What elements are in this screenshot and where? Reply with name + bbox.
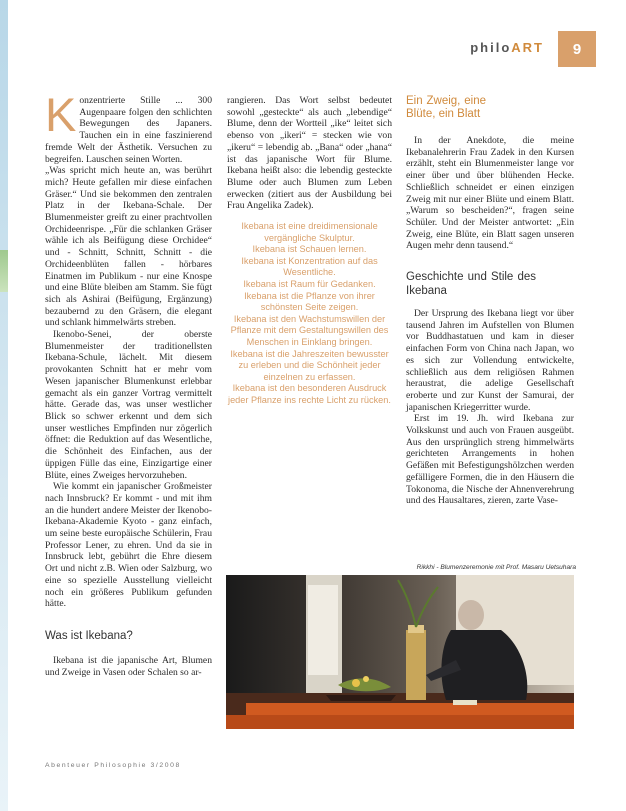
column-1: [45, 88, 212, 678]
paragraph: In der Anekdote, die meine Ikebanalehrerin Frau Zadek in den Kursen erzählt, steht ein Blumenmeister lange vor einer über und über blühenden Hecke. Schließlich schneidet er einen einzigen Zweig mit nur einer Blüte und einem Blatt. „Warum so bescheiden?“, fragen seine Schüler. Und der Meister antwortet: „Ein Zweig, eine Blüte, ein Blatt sagen unseren Augen mehr denn tausend.“: [406, 135, 574, 252]
brand-accent: ART: [511, 40, 544, 55]
quote-line: Ikebana ist Raum für Gedanken.: [243, 279, 376, 289]
section-heading-geschichte: Geschichte und Stile des Ikebana: [406, 271, 536, 298]
paragraph: „Was spricht mich heute an, was berührt mich? Heute gefallen mir diese einfachen Gräser.“ Und sie bekommen den zentralen Platz in der Ikebana-Schale. Der Blumenmeister greift zu einer prachtvollen Orchideenrispe. „Für die schlanken Gräser wähle ich als Beifügung diese Orchidee“ und - Schnitt, Schnitt, Schnitt - die Orchideenblüten fallen - hörbares Einatmen im Publikum - nur eine Knospe und eine Blüte bleiben am Stamm. Sie fügt sich als Ashirai (Beifügung, Ergänzung) bezaubernd zu den Gräsern, die elegant und schlank himmelwärts streben.: [45, 165, 212, 329]
quote-line: Ikebana ist Konzentration auf das Wesentliche.: [241, 255, 378, 278]
ikebana-ceremony-photo: [226, 575, 574, 729]
page-spine: [0, 0, 8, 811]
drop-cap: K: [45, 88, 77, 141]
paragraph: Der Ursprung des Ikebana liegt vor über tausend Jahren im Aufstellen von Blumen vor Buddhastatuen und kam in dieser einfachen Form von China nach Japan, wo es sich zur Vollendung entwickelte, schließlich aus dem religiösen Rahmen heraustrat, die adelige Gesellschaft eroberte und zur Kunst der Samurai, der japanischen Kriegerritter wurde.: [406, 308, 574, 413]
column-3: [406, 95, 574, 507]
quote-line: Ikebana ist eine dreidimensionale vergängliche Skulptur.: [241, 221, 378, 243]
brand-prefix: philo: [470, 40, 512, 55]
intro-paragraph: [45, 88, 212, 165]
section-heading-ein-zweig: Ein Zweig, eine Blüte, ein Blatt: [406, 95, 486, 120]
intro-text: onzentrierte Stille ... 300 Augenpaare folgen den schlichten Bewegungen des Japaners. Tauchen ein in eine faszinierend fremde Welt der Ästhetik. Versuchen zu begreifen. Lauschen seinen Worten.: [45, 95, 212, 165]
paragraph: Erst im 19. Jh. wird Ikebana zur Volkskunst und auch von Frauen ausgeübt. Aus den ursprünglich streng himmelwärts gerichteten Arrangements in hohen Gefäßen mit Befestigungshölzchen werden gefälligere Formen, die in den Häusern die Tokonoma, die Nische der Ahnenverehrung und des Hausaltares, zieren, zarte Vase-: [406, 413, 574, 507]
magazine-section-brand: [470, 40, 544, 55]
quote-line: Ikebana ist Schauen lernen.: [252, 244, 367, 255]
paragraph: Ikebana ist die japanische Art, Blumen und Zweige in Vasen oder Schalen so ar-: [45, 654, 212, 678]
column-2: [227, 95, 392, 407]
quote-line: Ikebana ist den Wachstumswillen der Pflanze mit dem Gestaltungswillen des Menschen in Einklang bringen.: [230, 313, 389, 347]
section-heading-was-ist-ikebana: Was ist Ikebana?: [45, 629, 133, 642]
paragraph: Ikenobo-Senei, der oberste Blumenmeister der traditionellsten Ikebana-Schule, lächelt. Mit diesem provokanten Schnitt hat er mehr vom Wesen japanischer Blumenkunst erlebbar gemacht als ein ganzer Vortrag vermittelt hätte. Gerade das, was unser westlicher Blick so schwer erkennt und dem sich unser westliches Empfinden nur zögerlich öffnet: die Reduktion auf das Wesentliche, die Schönheit des Einfachen, aus der üppigen Fülle das eine, Einzigartige einer Blüte, eines Zweiges hervorzuheben.: [45, 329, 212, 481]
magazine-footer: Abenteuer Philosophie 3/2008: [45, 762, 181, 769]
spine-accent: [0, 250, 8, 292]
paragraph: rangieren. Das Wort selbst bedeutet sowohl „gesteckte“ als auch „lebendige“ Blume, denn der Wortteil „ike“ leitet sich ebenso von „ikeri“ = stecken wie von „ikeru“ = lebendig ab. „Bana“ oder „hana“ ist das japanische Wort für Blume. Ikebana heißt also: die lebendig gesteckte Blume oder auch Blumen zum Leben erwecken (zitiert aus der Ausbildung bei Frau Angelika Zadek).: [227, 95, 392, 212]
page-number: 9: [558, 31, 596, 67]
quote-line: Ikebana ist die Pflanze von ihrer schönsten Seite zeigen.: [244, 290, 375, 313]
photo-caption: Rikkhi - Blumenzeremonie mit Prof. Masaru Uetsuhara: [416, 564, 576, 571]
quote-line: Ikebana ist die Jahreszeiten bewusster zu erleben und die Schönheit jeder einzelnen zu erfassen.: [230, 348, 389, 382]
quote-line: Ikebana ist den besonderen Ausdruck jeder Pflanze ins rechte Licht zu rücken.: [228, 383, 391, 405]
paragraph: Wie kommt ein japanischer Großmeister nach Innsbruck? Er kommt - und mit ihm an die hundert andere Meister der Ikenobo-Ikebana-Akademie Kyoto - ganz einfach, um seine beste europäische Schülerin, Frau Professor Lener, zu ehren. Und da sie in Innsbruck lebt, gebührt die Ehre diesem Ort und nicht z.B. Wien oder Salzburg, wo eine so spezielle Ausstellung vielleicht noch ein größeres Publikum gefunden hätte.: [45, 481, 212, 610]
